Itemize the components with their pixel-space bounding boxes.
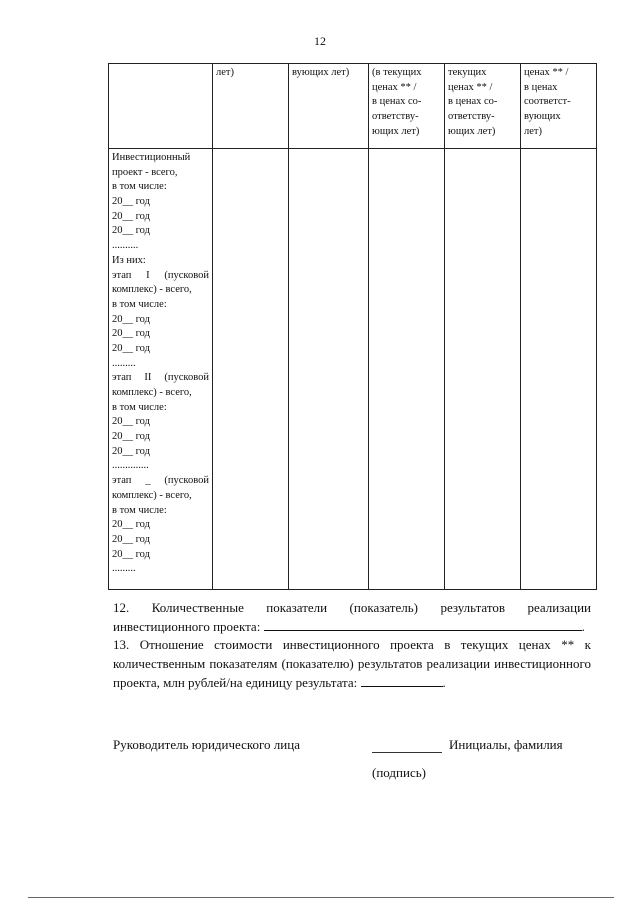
empty-cell xyxy=(521,149,597,590)
row-line: Из них: xyxy=(112,254,146,266)
row-line: Инвестиционный xyxy=(112,152,191,163)
row-line: комплекс) - всего, xyxy=(112,387,192,398)
row-line: в том числе: xyxy=(112,181,167,193)
bottom-rule xyxy=(28,897,614,898)
row-line: 20__ год xyxy=(112,548,150,560)
row-line: в том числе: xyxy=(112,401,167,413)
investment-table xyxy=(108,63,597,590)
row-line: 20__ год xyxy=(112,313,150,325)
signature-position: Руководитель юридического лица xyxy=(113,737,300,752)
empty-cell xyxy=(213,149,289,590)
row-line: 20__ год xyxy=(112,431,150,443)
empty-cell xyxy=(289,149,369,590)
row-line: этап _ (пусковой xyxy=(112,475,209,487)
empty-cell xyxy=(369,149,445,590)
row-line: 20__ год xyxy=(112,445,150,457)
row-line: .......... xyxy=(112,240,139,252)
row-line: комплекс) - всего, xyxy=(112,489,192,501)
fill-line xyxy=(264,618,582,631)
signature-line xyxy=(372,752,442,753)
header-cell-2: вующих лет) xyxy=(289,64,369,149)
header-cell-3: (в текущих ценах ** / в ценах со- ответству- ющих лет) xyxy=(369,64,445,149)
fill-line xyxy=(361,674,443,687)
header-cell-5: ценах ** / в ценах соответст- вующих лет) xyxy=(521,64,597,149)
header-cell-1: лет) xyxy=(213,64,289,149)
row-line: комплекс) - всего, xyxy=(112,284,192,296)
row-line: 20__ год xyxy=(112,533,150,545)
table-row xyxy=(109,149,597,590)
header-cell-0 xyxy=(109,64,213,149)
table-header-row xyxy=(109,64,597,149)
row-line: проект - всего, xyxy=(112,166,178,178)
paragraph-13: 13. Отношение стоимости инвестиционного проекта в текущих ценах ** к количественным показателям (показателю) результатов реализации инвестиционного проекта, млн рублей/на единицу результата: . xyxy=(113,637,591,690)
header-cell-4: текущих ценах ** / в ценах со- ответству- ющих лет) xyxy=(445,64,521,149)
row-line: 20__ год xyxy=(112,196,150,208)
row-line: в том числе: xyxy=(112,298,167,310)
row-line: этап II (пусковой xyxy=(112,372,209,384)
row-line: 20__ год xyxy=(112,519,150,531)
empty-cell xyxy=(445,149,521,590)
row-line: ......... xyxy=(112,563,136,575)
signature-caption: (подпись) xyxy=(372,765,426,780)
row-line: 20__ год xyxy=(112,416,150,428)
row-line: 20__ год xyxy=(112,328,150,340)
paragraph-12-text: 12. Количественные показатели (показатель) результатов реализации инвестиционного проекта: xyxy=(113,600,591,634)
row-line: ......... xyxy=(112,357,136,369)
row-line: 20__ год xyxy=(112,342,150,354)
signature-name: Инициалы, фамилия xyxy=(449,737,563,752)
row-line: .............. xyxy=(112,460,149,472)
page-number: 12 xyxy=(314,34,326,48)
paragraph-13-text: 13. Отношение стоимости инвестиционного проекта в текущих ценах ** к количественным показателям (показателю) результатов реализации инвестиционного проекта, млн рублей/на единицу результата: xyxy=(113,637,591,690)
paragraph-12: 12. Количественные показатели (показатель) результатов реализации инвестиционного проекта: . xyxy=(113,600,591,634)
row-line: в том числе: xyxy=(112,504,167,516)
row-line: 20__ год xyxy=(112,225,150,237)
row-label-cell xyxy=(109,149,213,590)
row-line: 20__ год xyxy=(112,210,150,222)
row-line: этап I (пусковой xyxy=(112,269,209,281)
